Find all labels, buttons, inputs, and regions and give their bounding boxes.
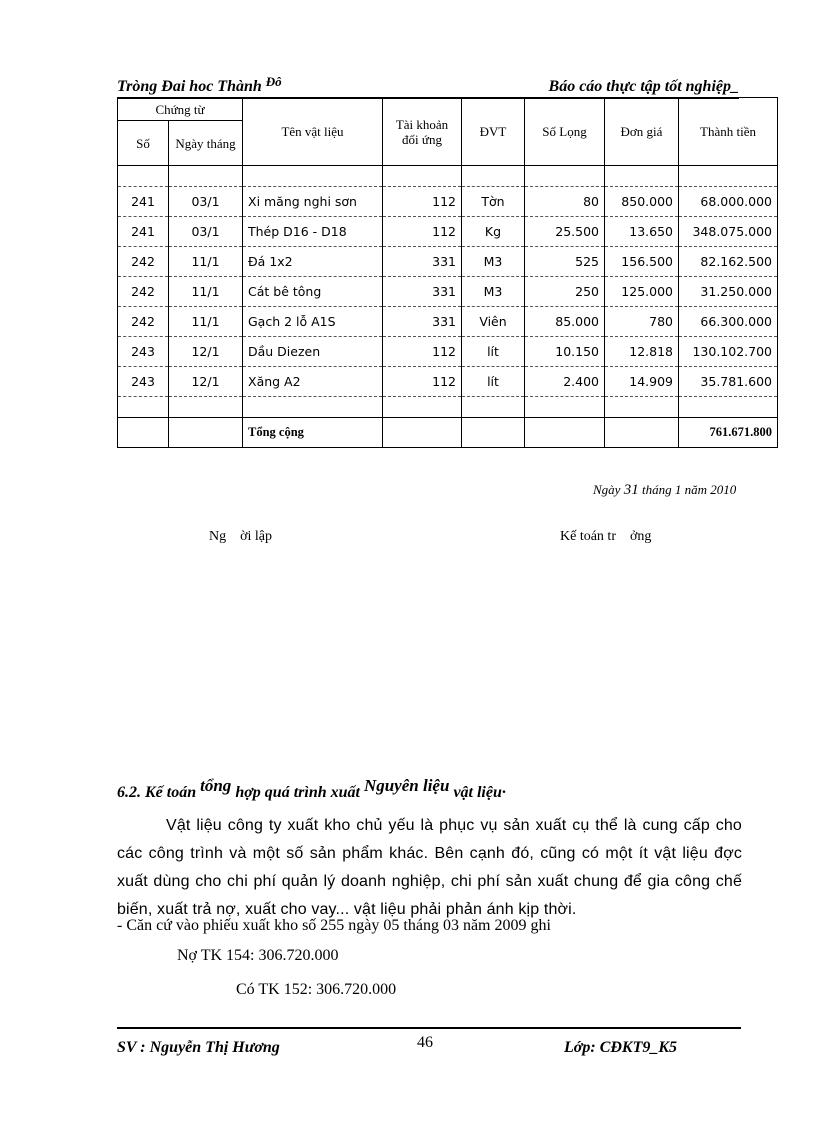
signature-preparer: Ng ời lập <box>209 529 273 544</box>
table-row <box>118 367 778 397</box>
credit-entry: Có TK 152: 306.720.000 <box>236 981 397 998</box>
cell-sl: 250 <box>525 277 605 307</box>
cell-ten: Thép D16 - D18 <box>243 217 383 247</box>
cell-dongia: 13.650 <box>605 217 679 247</box>
col-number: Số <box>118 121 169 166</box>
page-header <box>117 74 739 99</box>
section-part-b: tổng <box>200 776 232 795</box>
header-report-title: Báo cáo thực tập tốt nghiệp_ <box>548 78 739 95</box>
col-material-name: Tên vật liệu <box>243 98 383 166</box>
total-value: 761.671.800 <box>679 418 778 448</box>
cell-so: 243 <box>118 337 169 367</box>
table-row <box>118 217 778 247</box>
cell-ten: Gạch 2 lỗ A1S <box>243 307 383 337</box>
cell-thanhtien: 66.300.000 <box>679 307 778 337</box>
footer-student: SV : Nguyễn Thị Hương <box>117 1039 280 1056</box>
cell-ngay: 12/1 <box>169 337 243 367</box>
cell-ten: Xăng A2 <box>243 367 383 397</box>
cell-ten: Cát bê tông <box>243 277 383 307</box>
cell-so: 242 <box>118 277 169 307</box>
col-unit-price: Đơn giá <box>605 98 679 166</box>
table-row <box>118 277 778 307</box>
cell-so: 243 <box>118 367 169 397</box>
body-paragraph: Vật liệu công ty xuất kho chủ yếu là phục vụ sản xuất cụ thể là cung cấp cho các công trình và một số sản phẩm khác. Bên cạnh đó, cũng có một ít vật liệu đợc xuất dùng cho chi phí quản lý doanh nghiệp, chi phí sản xuất chung để gia công chế biến, xuất trả nợ, xuất cho vay... vật liệu phải phản ánh kịp thời. <box>117 817 756 918</box>
cell-dvt: Viên <box>462 307 525 337</box>
cell-tk: 331 <box>383 307 462 337</box>
cell-ngay: 11/1 <box>169 277 243 307</box>
cell-sl: 25.500 <box>525 217 605 247</box>
cell-so: 241 <box>118 187 169 217</box>
cell-tk: 112 <box>383 337 462 367</box>
header-school-name: Tròng Đai hoc Thành <box>117 78 262 95</box>
cell-tk: 331 <box>383 277 462 307</box>
footer-class: Lớp: CĐKT9_K5 <box>564 1039 678 1056</box>
table-row <box>118 307 778 337</box>
section-part-e: vật liệu· <box>453 784 506 801</box>
cell-dvt: lít <box>462 337 525 367</box>
cell-thanhtien: 130.102.700 <box>679 337 778 367</box>
cell-tk: 331 <box>383 247 462 277</box>
total-label: Tổng cộng <box>243 418 383 448</box>
table-row-blank <box>118 166 778 187</box>
cell-dvt: lít <box>462 367 525 397</box>
col-quantity: Số Lọng <box>525 98 605 166</box>
cell-so: 241 <box>118 217 169 247</box>
page-footer <box>117 1027 741 1069</box>
materials-table <box>117 97 778 448</box>
cell-ngay: 03/1 <box>169 217 243 247</box>
cell-ngay: 11/1 <box>169 307 243 337</box>
cell-ngay: 03/1 <box>169 187 243 217</box>
cell-ten: Dầu Diezen <box>243 337 383 367</box>
table-row <box>118 187 778 217</box>
cell-sl: 525 <box>525 247 605 277</box>
signing-date <box>593 482 736 499</box>
cell-ngay: 11/1 <box>169 247 243 277</box>
entry-basis-line: - Căn cứ vào phiếu xuất kho số 255 ngày 05 tháng 03 năm 2009 ghi <box>117 917 551 934</box>
signature-chief-accountant: Kế toán tr ởng <box>560 529 652 544</box>
cell-dvt: M3 <box>462 277 525 307</box>
cell-tk: 112 <box>383 187 462 217</box>
cell-dongia: 125.000 <box>605 277 679 307</box>
section-heading <box>117 776 506 802</box>
cell-tk: 112 <box>383 367 462 397</box>
cell-thanhtien: 82.162.500 <box>679 247 778 277</box>
section-part-d: Nguyên liệu <box>363 776 450 795</box>
cell-sl: 10.150 <box>525 337 605 367</box>
cell-dongia: 12.818 <box>605 337 679 367</box>
cell-so: 242 <box>118 247 169 277</box>
cell-ten: Đá 1x2 <box>243 247 383 277</box>
cell-thanhtien: 31.250.000 <box>679 277 778 307</box>
cell-dongia: 780 <box>605 307 679 337</box>
cell-sl: 2.400 <box>525 367 605 397</box>
date-prefix: Ngày <box>593 482 621 497</box>
cell-ten: Xi măng nghi sơn <box>243 187 383 217</box>
cell-thanhtien: 35.781.600 <box>679 367 778 397</box>
cell-thanhtien: 68.000.000 <box>679 187 778 217</box>
col-unit: ĐVT <box>462 98 525 166</box>
section-part-c: hợp quá trình xuất <box>235 784 360 801</box>
table-total-row <box>118 418 778 448</box>
cell-thanhtien: 348.075.000 <box>679 217 778 247</box>
col-voucher-group: Chứng từ <box>118 98 243 121</box>
date-day: 31 <box>623 482 639 498</box>
table-row <box>118 247 778 277</box>
cell-dvt: Tờn <box>462 187 525 217</box>
cell-dongia: 14.909 <box>605 367 679 397</box>
cell-dvt: Kg <box>462 217 525 247</box>
cell-sl: 85.000 <box>525 307 605 337</box>
col-account: Tài khoản đối ứng <box>383 98 462 166</box>
table-row <box>118 337 778 367</box>
header-school-suffix: Đô <box>265 74 282 89</box>
cell-dongia: 156.500 <box>605 247 679 277</box>
col-date: Ngày tháng <box>169 121 243 166</box>
debit-entry: Nợ TK 154: 306.720.000 <box>177 947 339 964</box>
col-amount: Thành tiền <box>679 98 778 166</box>
cell-dvt: M3 <box>462 247 525 277</box>
cell-ngay: 12/1 <box>169 367 243 397</box>
cell-dongia: 850.000 <box>605 187 679 217</box>
page-number: 46 <box>417 1034 433 1051</box>
header-school <box>117 74 282 96</box>
date-rest: tháng 1 năm 2010 <box>641 482 737 497</box>
cell-sl: 80 <box>525 187 605 217</box>
section-part-a: 6.2. Kế toán <box>117 784 197 801</box>
cell-so: 242 <box>118 307 169 337</box>
cell-tk: 112 <box>383 217 462 247</box>
table-row-blank <box>118 397 778 418</box>
